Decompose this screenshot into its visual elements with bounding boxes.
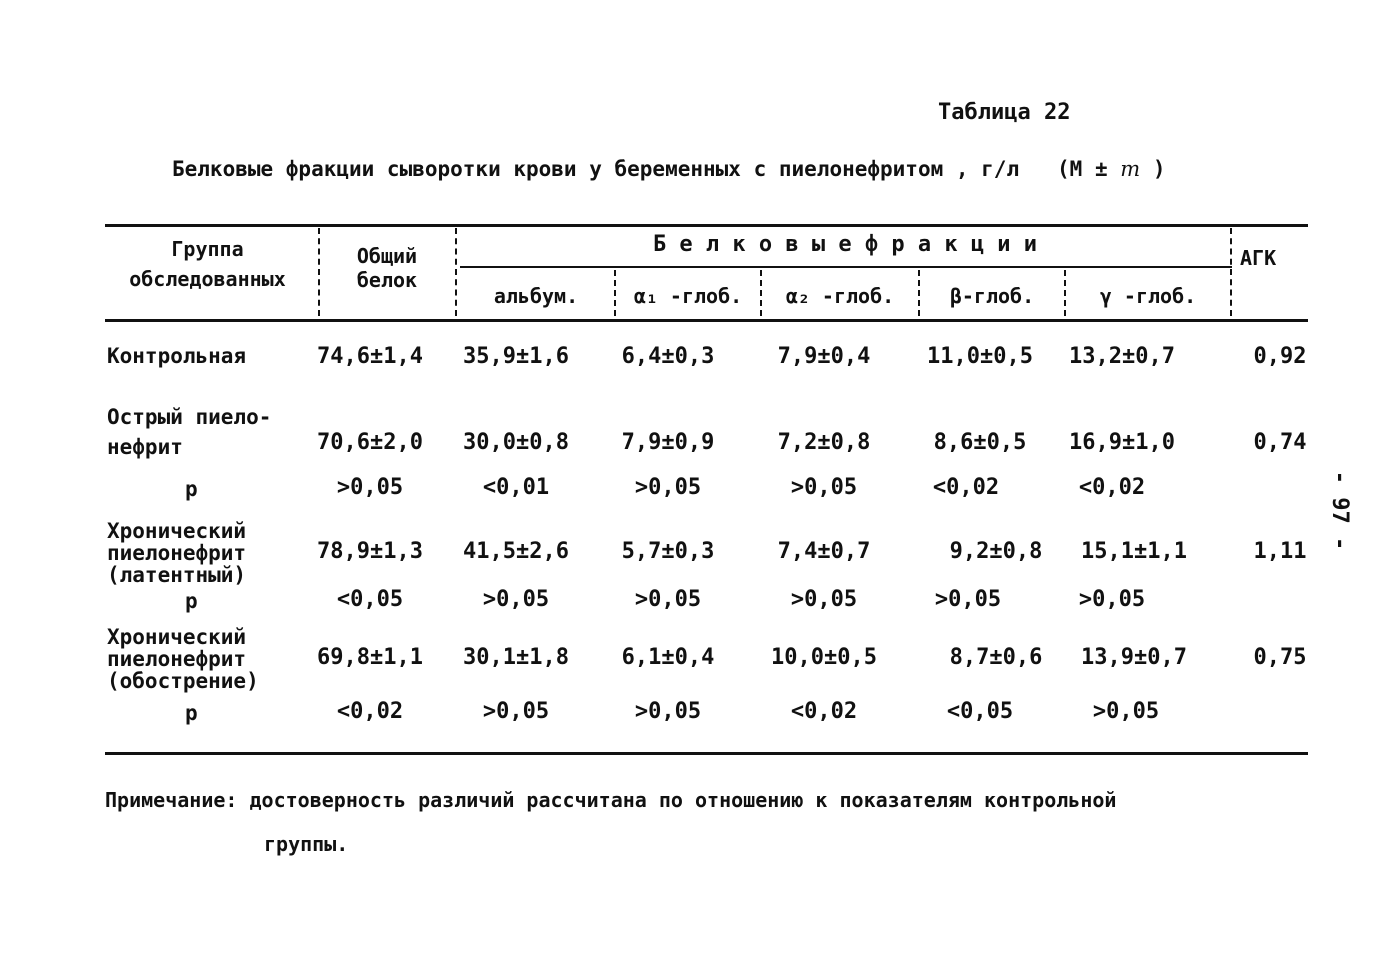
col-divider-7 <box>1230 228 1232 316</box>
cell-control-alb: 35,9±1,6 <box>463 344 569 369</box>
cell-exac-alb: 30,1±1,8 <box>463 645 569 670</box>
row-label-p-acute: p <box>185 477 198 501</box>
row-label-chronic-latent: Хронический пиелонефрит (латентный) <box>107 519 247 587</box>
cell-acute-total: 70,6±2,0 <box>317 430 423 455</box>
cell-control-agk: 0,92 <box>1253 344 1307 369</box>
cell-latent-agk: 1,11 <box>1253 539 1307 564</box>
row-label-p-exac: p <box>185 701 198 725</box>
cell-acute-a1: 7,9±0,9 <box>621 430 715 455</box>
header-group: Группа обследованных <box>129 237 286 291</box>
cell-p-latent-total: <0,05 <box>336 587 404 612</box>
cell-exac-a2: 10,0±0,5 <box>771 645 877 670</box>
header-albumin: альбум. <box>493 284 579 308</box>
header-agk: АГК <box>1240 246 1277 270</box>
caption-units-open: (М <box>1057 157 1083 181</box>
cell-control-a1: 6,4±0,3 <box>621 344 715 369</box>
row-label-control: Контрольная <box>107 344 247 368</box>
table-number: Таблица 22 <box>938 100 1071 125</box>
cell-control-a2: 7,9±0,4 <box>777 344 871 369</box>
cell-control-b: 11,0±0,5 <box>927 344 1033 369</box>
cell-p-latent-a2: >0,05 <box>790 587 858 612</box>
cell-exac-a1: 6,1±0,4 <box>621 645 715 670</box>
header-fractions: Б е л к о в ы е ф р а к ц и и <box>652 232 1038 257</box>
cell-control-total: 74,6±1,4 <box>317 344 423 369</box>
col-divider-6 <box>1064 270 1066 316</box>
header-beta: β-глоб. <box>949 284 1035 308</box>
cell-p-acute-a2: >0,05 <box>790 475 858 500</box>
header-alpha1: α₁ -глоб. <box>633 284 743 308</box>
col-divider-1 <box>318 228 320 316</box>
cell-p-acute-alb: <0,01 <box>482 475 550 500</box>
cell-exac-b: 8,7±0,6 <box>949 645 1043 670</box>
cell-latent-alb: 41,5±2,6 <box>463 539 569 564</box>
cell-p-exac-alb: >0,05 <box>482 699 550 724</box>
header-gamma: γ -глоб. <box>1099 284 1197 308</box>
table-caption <box>172 157 1166 181</box>
page-number: - 97 - <box>1327 470 1353 551</box>
caption-pm: ± <box>1094 157 1108 181</box>
cell-latent-g: 15,1±1,1 <box>1081 539 1187 564</box>
cell-p-exac-b: <0,05 <box>946 699 1014 724</box>
cell-control-g: 13,2±0,7 <box>1069 344 1175 369</box>
header-bottom-rule <box>105 319 1308 322</box>
cell-latent-a1: 5,7±0,3 <box>621 539 715 564</box>
cell-latent-total: 78,9±1,3 <box>317 539 423 564</box>
cell-latent-b: 9,2±0,8 <box>949 539 1043 564</box>
cell-p-acute-total: >0,05 <box>336 475 404 500</box>
cell-exac-g: 13,9±0,7 <box>1081 645 1187 670</box>
note-line-2: группы. <box>264 832 349 856</box>
fractions-underline <box>460 266 1232 268</box>
col-divider-4 <box>760 270 762 316</box>
cell-p-latent-g: >0,05 <box>1078 587 1146 612</box>
cell-exac-agk: 0,75 <box>1253 645 1307 670</box>
cell-acute-agk: 0,74 <box>1253 430 1307 455</box>
cell-acute-g: 16,9±1,0 <box>1069 430 1175 455</box>
caption-m: m <box>1120 157 1141 181</box>
cell-p-exac-a2: <0,02 <box>790 699 858 724</box>
note-line-1: Примечание: достоверность различий рассчитана по отношению к показателям контрольной <box>105 788 1117 812</box>
row-label-chronic-exacerbation: Хронический пиелонефрит (обострение) <box>107 625 259 693</box>
cell-p-acute-b: <0,02 <box>932 475 1000 500</box>
col-divider-2 <box>455 228 457 316</box>
cell-p-latent-a1: >0,05 <box>634 587 702 612</box>
table-top-rule <box>105 224 1308 227</box>
cell-p-latent-b: >0,05 <box>934 587 1002 612</box>
header-total-protein: Общий белок <box>356 244 418 292</box>
cell-acute-a2: 7,2±0,8 <box>777 430 871 455</box>
cell-p-exac-a1: >0,05 <box>634 699 702 724</box>
caption-text: Белковые фракции сыворотки крови у беременных с пиелонефритом , г/л <box>172 157 1020 181</box>
cell-acute-b: 8,6±0,5 <box>933 430 1027 455</box>
cell-p-exac-g: >0,05 <box>1092 699 1160 724</box>
row-label-p-latent: p <box>185 589 198 613</box>
cell-p-acute-g: <0,02 <box>1078 475 1146 500</box>
cell-latent-a2: 7,4±0,7 <box>777 539 871 564</box>
cell-p-acute-a1: >0,05 <box>634 475 702 500</box>
row-label-acute: Острый пиело- нефрит <box>107 405 272 459</box>
table-bottom-rule <box>105 752 1308 755</box>
cell-p-exac-total: <0,02 <box>336 699 404 724</box>
col-divider-5 <box>918 270 920 316</box>
cell-acute-alb: 30,0±0,8 <box>463 430 569 455</box>
col-divider-3 <box>614 270 616 316</box>
cell-p-latent-alb: >0,05 <box>482 587 550 612</box>
header-alpha2: α₂ -глоб. <box>785 284 895 308</box>
cell-exac-total: 69,8±1,1 <box>317 645 423 670</box>
caption-units-close: ) <box>1152 157 1166 181</box>
